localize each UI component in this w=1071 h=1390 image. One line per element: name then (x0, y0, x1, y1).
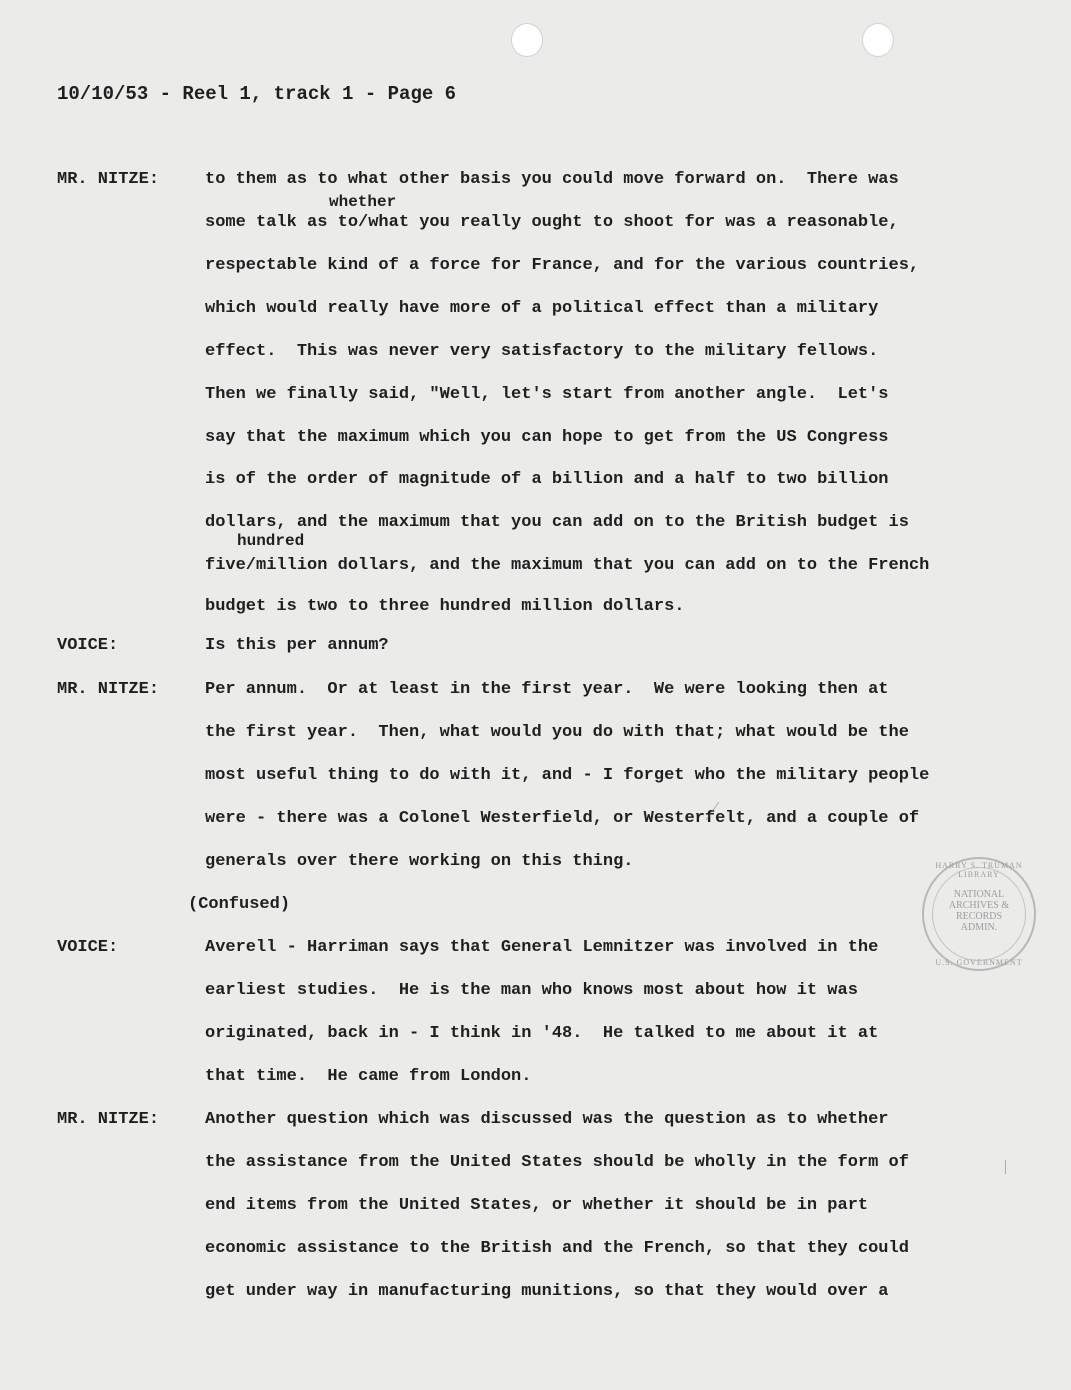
transcript-line: generals over there working on this thing. (205, 852, 634, 871)
speaker-label-nitze: MR. NITZE: (57, 680, 160, 699)
stamp-text: NATIONAL (953, 889, 1005, 900)
punch-hole-left (511, 23, 543, 57)
transcript-line: five/million dollars, and the maximum that you can add on to the French (205, 556, 930, 575)
pencil-mark (1005, 1160, 1006, 1174)
transcript-line: which would really have more of a political effect than a military (205, 299, 879, 318)
transcript-line: Another question which was discussed was the question as to whether (205, 1110, 889, 1129)
transcript-line: effect. This was never very satisfactory to the military fellows. (205, 342, 879, 361)
transcript-line: were - there was a Colonel Westerfield, or Westerfelt, and a couple of (205, 809, 920, 828)
transcript-line: the first year. Then, what would you do with that; what would be the (205, 723, 909, 742)
punch-hole-right (862, 23, 894, 57)
page-header: 10/10/53 - Reel 1, track 1 - Page 6 (57, 83, 457, 105)
transcript-line: to them as to what other basis you could move forward on. There was (205, 170, 899, 189)
archive-stamp (922, 857, 1036, 971)
transcript-line: say that the maximum which you can hope to get from the US Congress (205, 428, 889, 447)
transcript-line: some talk as to/what you really ought to shoot for was a reasonable, (205, 213, 899, 232)
transcript-line: respectable kind of a force for France, and for the various countries, (205, 256, 920, 275)
transcript-line: (Confused) (188, 895, 291, 914)
transcript-line: originated, back in - I think in '48. He talked to me about it at (205, 1024, 879, 1043)
speaker-label-nitze: MR. NITZE: (57, 1110, 160, 1129)
transcript-line: the assistance from the United States should be wholly in the form of (205, 1153, 909, 1172)
transcript-line: Per annum. Or at least in the first year. We were looking then at (205, 680, 889, 699)
speaker-label-nitze: MR. NITZE: (57, 170, 160, 189)
speaker-label-voice: VOICE: (57, 938, 119, 957)
transcript-line: budget is two to three hundred million dollars. (205, 597, 685, 616)
speaker-label-voice: VOICE: (57, 636, 119, 655)
transcript-line: most useful thing to do with it, and - I forget who the military people (205, 766, 930, 785)
transcript-line: Is this per annum? (205, 636, 389, 655)
transcript-line: economic assistance to the British and the French, so that they could (205, 1239, 909, 1258)
transcript-line: that time. He came from London. (205, 1067, 532, 1086)
stamp-outer-text: U.S. GOVERNMENT (935, 958, 1023, 967)
stamp-outer-text: HARRY S. TRUMAN LIBRARY (935, 861, 1023, 879)
stamp-text: RECORDS (955, 911, 1003, 922)
transcript-line: end items from the United States, or whether it should be in part (205, 1196, 869, 1215)
transcript-line: earliest studies. He is the man who knows most about how it was (205, 981, 858, 1000)
transcript-line: Averell - Harriman says that General Lemnitzer was involved in the (205, 938, 879, 957)
stamp-text: ARCHIVES & (948, 900, 1010, 911)
stamp-text: ADMIN. (960, 922, 998, 933)
interlinear-insertion: whether (329, 193, 397, 211)
transcript-line: is of the order of magnitude of a billion and a half to two billion (205, 470, 889, 489)
transcript-line: dollars, and the maximum that you can add on to the British budget is (205, 513, 909, 532)
interlinear-insertion: hundred (237, 532, 305, 550)
transcript-line: Then we finally said, "Well, let's start from another angle. Let's (205, 385, 889, 404)
transcript-line: get under way in manufacturing munitions, so that they would over a (205, 1282, 889, 1301)
